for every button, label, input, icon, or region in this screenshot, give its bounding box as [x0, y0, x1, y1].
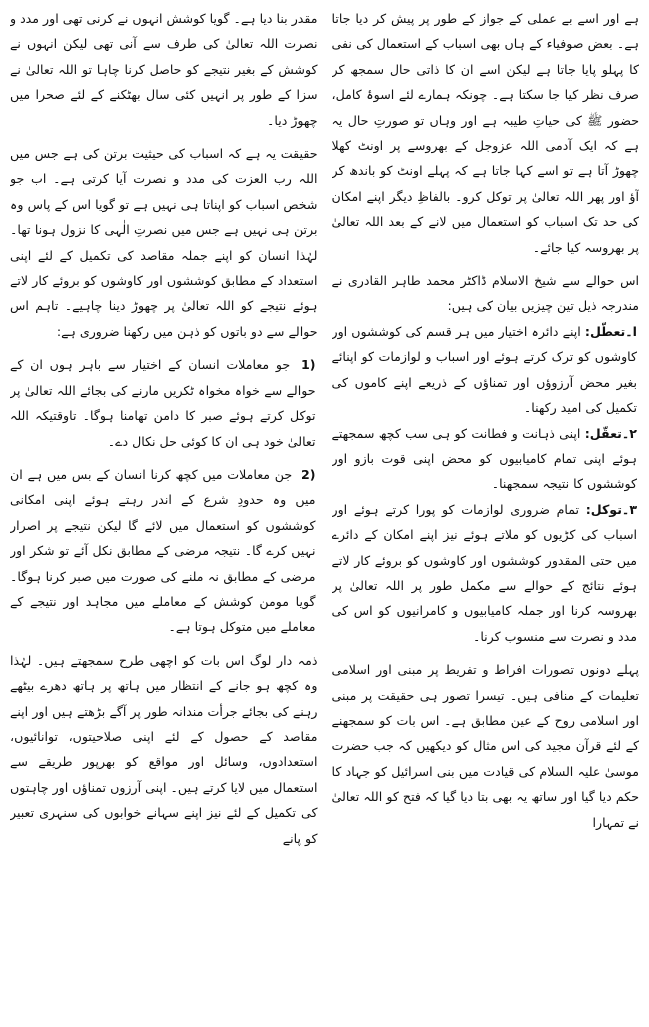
paragraph-2: حقیقت یہ ہے کہ اسباب کی حیثیت برتن کی ہے جس میں اللہ رب العزت کی مدد و نصرت آیا کرتی ہے۔ اب جو شخص اسباب کو اپناتا ہی نہیں ہے تو گویا اس کے پاس وہ برتن ہی نہیں ہے جس میں نصرتِ الٰہی کا نزول ہونا تھا۔ لہٰذا انسان کو اپنے جملہ مقاصد کی تکمیل کے لئے اپنی استعداد کے مطابق کوششوں اور کاوشوں کو بروئے کار لاتے ہوئے نتیجے کو اللہ تعالیٰ پر چھوڑ دینا چاہیے۔ تاہم اس حوالے سے دو باتوں کو ذہن میں رکھنا ضروری ہے: — [10, 146, 318, 339]
list-item-title: ۳۔توکل: — [585, 501, 637, 517]
paragraph-1: ہے اور اسے بے عملی کے جواز کے طور پر پیش کر دیا جاتا ہے۔ بعض صوفیاء کے ہاں بھی اسباب کے استعمال کی نفی کا پہلو پایا جاتا ہے لیکن اسے ان کا ذاتی حال سمجھ کر صرف نظر کیا جا سکتا ہے۔ چونکہ ہمارے لئے اسوۂ کامل، حضور ﷺ کی حیاتِ طیبہ ہے اور وہاں تو صورتِ حال یہ ہے کہ ایک آدمی اللہ عزوجل کے بھروسے پر اونٹ کھلا چھوڑ آتا ہے تو اسے کہا جاتا ہے کہ پہلے اونٹ کو باندھ کر آؤ اور پھر اللہ تعالیٰ پر توکل کرو۔ بالفاظِ دیگر اپنے امکان کی حد تک اسباب کو استعمال میں لانے کے بعد اللہ تعالیٰ پر بھروسہ کیا جائے۔ — [331, 11, 639, 255]
list-item-2 — [332, 421, 640, 497]
list-item-3 — [332, 497, 640, 649]
list-item-title: ۲۔تعقّل: — [584, 425, 637, 441]
list-item-text: تمام ضروری لوازمات کو پورا کرتے ہوئے اور اسباب کی کڑیوں کو ملاتے ہوئے نیز اپنے امکان کے دائرے میں حتی المقدور کوششوں اور کاوشوں کو بروئے کار لاتے ہوئے نتائج کے حوالے سے مکمل طور پر اللہ تعالیٰ پر بھروسہ کرنا اور جملہ کامیابیوں و کامرانیوں کو اس کی مدد و نصرت سے منسوب کرنا۔ — [331, 501, 637, 644]
list-item-text: اپنے دائرہ اختیار میں ہر قسم کی کوششوں اور کاوشوں کو ترک کرتے ہوئے اور اسباب و لوازمات کو اپنائے بغیر محض آرزوؤں اور تمناؤں کے ذریعے اپنے کاموں کی تکمیل کی امید رکھنا۔ — [331, 323, 637, 416]
list-item-1 — [332, 319, 640, 421]
right-column — [332, 6, 640, 1027]
left-column — [10, 6, 318, 1027]
paragraph-1: مقدر بنا دیا ہے۔ گویا کوشش انہوں نے کرنی تھی اور مدد و نصرت اللہ تعالیٰ کی طرف سے آنی تھی لیکن انہوں نے کوشش کے بغیر نتیجے کو حاصل کرنا چاہا تو اللہ تعالیٰ نے سزا کے طور پر انہیں کئی سال بھٹکنے کے لئے صحرا میں چھوڑ دیا۔ — [10, 11, 318, 128]
paragraph-3: ذمہ دار لوگ اس بات کو اچھی طرح سمجھتے ہیں۔ لہٰذا وہ کچھ ہو جانے کے انتظار میں ہاتھ پر ہاتھ دھرے بیٹھے رہنے کی بجائے جرأت مندانہ طور پر آگے بڑھتے ہیں اور اپنے مقاصد کے حصول کے لئے اپنی صلاحیتوں، توانائیوں، استعدادوں، وسائل اور مواقع کو بھرپور طریقے سے استعمال میں لایا کرتے ہیں۔ اپنی آرزوں تمناؤں اور چاہتوں کی تکمیل کے لئے نیز اپنے سہانے خوابوں کی سنہری تعبیر کو پانے — [10, 652, 318, 846]
item-text: جو معاملات انسان کے اختیار سے باہر ہوں ان کے حوالے سے خواہ مخواہ ٹکریں مارنے کی بجائے اللہ تعالیٰ پر توکل کرتے ہوئے صبر کا دامن تھامنا ہوگا۔ تاوقتیکہ اللہ تعالیٰ خود ہی ان کا کوئی حل نکال دے۔ — [10, 357, 316, 449]
paragraph-3: پہلے دونوں تصورات افراط و تفریط پر مبنی اور اسلامی تعلیمات کے منافی ہیں۔ تیسرا تصور ہی حقیقت پر مبنی اور اسلامی روح کے عین مطابق ہے۔ اس بات کو سمجھنے کے لئے قرآن مجید کی اس مثال کو دیکھیں کہ جب حضرت موسیٰ علیہ السلام کی قیادت میں بنی اسرائیل کو جہاد کا حکم دیا گیا اور ساتھ یہ بھی بتا دیا گیا کہ فتح کو اللہ تعالیٰ نے تمہارا — [331, 662, 639, 830]
list-item-title: ا۔تعطّل: — [584, 323, 637, 339]
numbered-item-1 — [10, 352, 318, 454]
item-text: جن معاملات میں کچھ کرنا انسان کے بس میں ہے ان میں وہ حدودِ شرع کے اندر رہتے ہوئے اپنی امکانی کوششوں کو استعمال میں لائے گا لیکن نتیجے پر اصرار نہیں کرے گا۔ نتیجہ مرضی کے مطابق نکل آئے تو شکر اور مرضی کے مطابق نہ ملنے کی صورت میں صبر کرنا ہوگا۔ گویا مومن کوشش کے معاملے میں مجاہد اور نتیجے کے معاملے میں متوکل ہوتا ہے۔ — [10, 466, 316, 635]
numbered-item-2 — [10, 462, 318, 640]
item-number: (1 — [300, 357, 316, 373]
item-number: (2 — [300, 466, 316, 482]
list-item-text: اپنی ذہانت و فطانت کو ہی سب کچھ سمجھتے ہوئے اپنی تمام کامیابیوں کو محض اپنی قوت بازو اور کوششوں کا نتیجہ سمجھنا۔ — [331, 425, 637, 492]
paragraph-2: اس حوالے سے شیخ الاسلام ڈاکٹر محمد طاہر القادری نے مندرجہ ذیل تین چیزیں بیان کی ہیں: — [331, 273, 639, 314]
